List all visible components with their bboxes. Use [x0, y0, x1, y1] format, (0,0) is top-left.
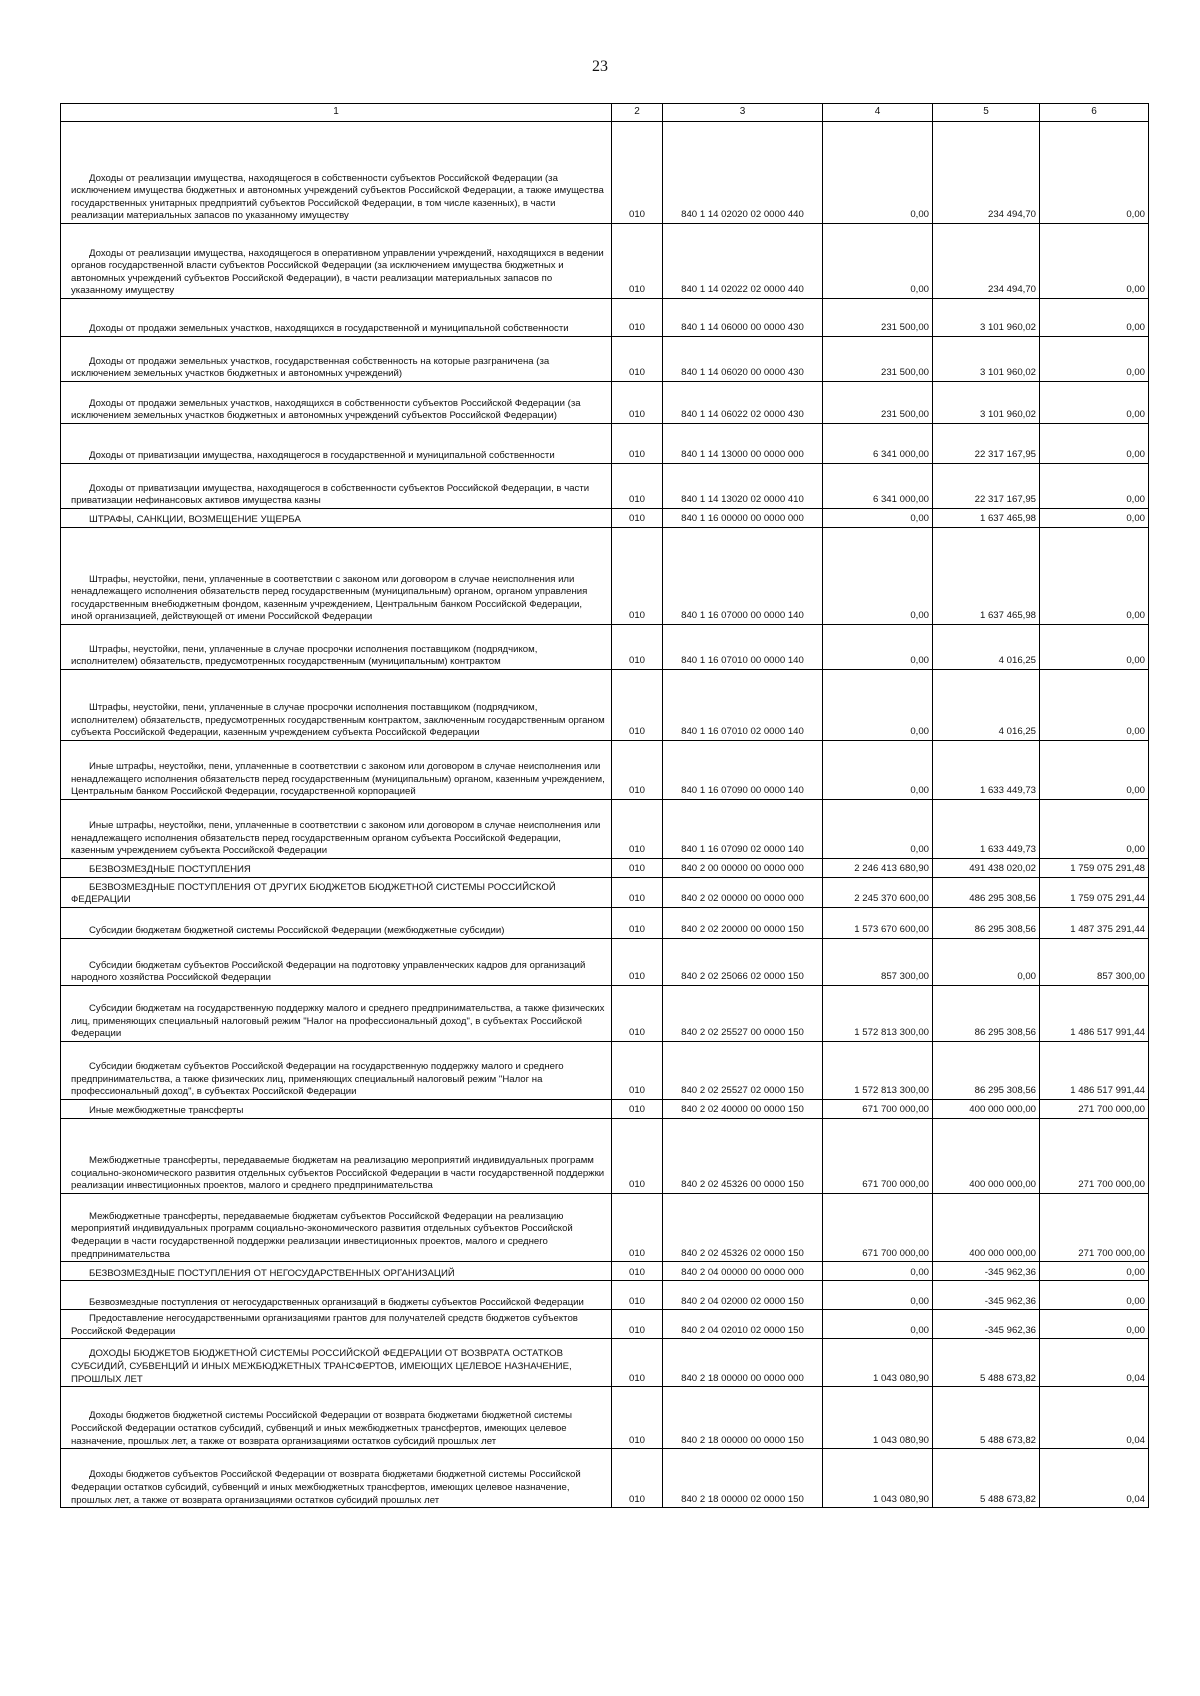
budget-code-cell: 840 2 02 25527 02 0000 150 — [663, 1041, 823, 1099]
column-header-row — [61, 104, 1149, 122]
row-name-cell — [61, 1262, 612, 1281]
row-name-cell — [61, 986, 612, 1042]
table-row — [61, 986, 1149, 1042]
line-code-cell: 010 — [612, 1339, 663, 1387]
row-name-cell — [61, 1193, 612, 1261]
executed-amount-cell: 5 488 673,82 — [933, 1387, 1040, 1449]
approved-amount-cell: 0,00 — [823, 528, 933, 625]
budget-code-cell: 840 2 04 02000 02 0000 150 — [663, 1281, 823, 1310]
executed-amount-cell: 1 633 449,73 — [933, 800, 1040, 859]
table-row — [61, 1449, 1149, 1508]
unexecuted-amount-cell: 0,00 — [1040, 1262, 1149, 1281]
row-name-cell — [61, 382, 612, 424]
row-name-cell — [61, 625, 612, 670]
budget-code-cell: 840 2 02 00000 00 0000 000 — [663, 878, 823, 908]
table-row — [61, 670, 1149, 741]
unexecuted-amount-cell: 0,04 — [1040, 1449, 1149, 1508]
row-name: Доходы от продажи земельных участков, находящихся в собственности субъектов Российской Федерации (за исключением земельных участков бюджетных и автономных учреждений субъектов Российской Федерации) — [71, 397, 581, 422]
row-name-cell — [61, 122, 612, 224]
row-name-cell — [61, 1041, 612, 1099]
row-name-cell — [61, 1281, 612, 1310]
table-row — [61, 299, 1149, 337]
row-name: Доходы бюджетов бюджетной системы Российской Федерации от возврата бюджетами бюджетной системы Российской Федерации остатков субсидий, субвенций и иных межбюджетных трансфертов, имеющих целевое назначение, прошлых лет, а также от возврата организациями остатков субсидий прошлых лет — [71, 1410, 573, 1447]
approved-amount-cell: 1 572 813 300,00 — [823, 1041, 933, 1099]
unexecuted-amount-cell: 1 486 517 991,44 — [1040, 986, 1149, 1042]
row-name-cell — [61, 859, 612, 878]
row-name-cell — [61, 741, 612, 800]
executed-amount-cell: 486 295 308,56 — [933, 878, 1040, 908]
budget-code-cell: 840 1 14 06000 00 0000 430 — [663, 299, 823, 337]
budget-code-cell: 840 1 14 02020 02 0000 440 — [663, 122, 823, 224]
row-name: Доходы бюджетов субъектов Российской Федерации от возврата бюджетами бюджетной системы Российской Федерации остатков субсидий, субвенций и иных межбюджетных трансфертов, имеющих целевое назначение, прошлых лет, а также от возврата организациями остатков субсидий прошлых лет — [71, 1469, 581, 1506]
approved-amount-cell: 2 246 413 680,90 — [823, 859, 933, 878]
executed-amount-cell: 4 016,25 — [933, 670, 1040, 741]
page-number: 23 — [592, 58, 608, 75]
line-code-cell: 010 — [612, 382, 663, 424]
column-header: 2 — [612, 104, 663, 122]
row-name-cell — [61, 464, 612, 509]
table-row — [61, 1099, 1149, 1118]
unexecuted-amount-cell: 0,00 — [1040, 625, 1149, 670]
approved-amount-cell: 6 341 000,00 — [823, 464, 933, 509]
budget-code-cell: 840 2 02 45326 02 0000 150 — [663, 1193, 823, 1261]
line-code-cell: 010 — [612, 224, 663, 299]
unexecuted-amount-cell: 857 300,00 — [1040, 939, 1149, 986]
executed-amount-cell: 1 637 465,98 — [933, 509, 1040, 528]
budget-code-cell: 840 1 14 06022 02 0000 430 — [663, 382, 823, 424]
row-name: Доходы от продажи земельных участков, находящихся в государственной и муниципальной собственности — [89, 323, 569, 335]
line-code-cell: 010 — [612, 337, 663, 382]
row-name-cell — [61, 299, 612, 337]
unexecuted-amount-cell: 0,00 — [1040, 1281, 1149, 1310]
budget-code-cell: 840 1 16 07090 02 0000 140 — [663, 800, 823, 859]
executed-amount-cell: 3 101 960,02 — [933, 299, 1040, 337]
table-row — [61, 1262, 1149, 1281]
approved-amount-cell: 231 500,00 — [823, 382, 933, 424]
table-row — [61, 424, 1149, 464]
table-row — [61, 382, 1149, 424]
unexecuted-amount-cell: 0,00 — [1040, 224, 1149, 299]
row-name-cell — [61, 800, 612, 859]
table-row — [61, 337, 1149, 382]
unexecuted-amount-cell: 0,00 — [1040, 337, 1149, 382]
unexecuted-amount-cell: 0,00 — [1040, 299, 1149, 337]
approved-amount-cell: 231 500,00 — [823, 299, 933, 337]
row-name-cell — [61, 528, 612, 625]
row-name: Иные штрафы, неустойки, пени, уплаченные в соответствии с законом или договором в случае неисполнения или ненадлежащего исполнения обязательств перед государственным (муниципальным) органом, казенным учреждением, Центральным банком Российской Федерации, государственной корпорацией — [71, 761, 605, 798]
budget-code-cell: 840 1 16 07010 00 0000 140 — [663, 625, 823, 670]
unexecuted-amount-cell: 0,00 — [1040, 528, 1149, 625]
budget-code-cell: 840 1 16 07010 02 0000 140 — [663, 670, 823, 741]
row-name: ДОХОДЫ БЮДЖЕТОВ БЮДЖЕТНОЙ СИСТЕМЫ РОССИЙСКОЙ ФЕДЕРАЦИИ ОТ ВОЗВРАТА ОСТАТКОВ СУБСИДИЙ, СУБВЕНЦИЙ И ИНЫХ МЕЖБЮДЖЕТНЫХ ТРАНСФЕРТОВ, ИМЕЮЩИХ ЦЕЛЕВОЕ НАЗНАЧЕНИЕ, ПРОШЛЫХ ЛЕТ — [71, 1348, 572, 1385]
row-name: ШТРАФЫ, САНКЦИИ, ВОЗМЕЩЕНИЕ УЩЕРБА — [89, 514, 301, 526]
table-row — [61, 1281, 1149, 1310]
table-row — [61, 1118, 1149, 1193]
budget-code-cell: 840 1 16 07090 00 0000 140 — [663, 741, 823, 800]
line-code-cell: 010 — [612, 1099, 663, 1118]
budget-code-cell: 840 2 02 25527 00 0000 150 — [663, 986, 823, 1042]
unexecuted-amount-cell: 0,00 — [1040, 670, 1149, 741]
executed-amount-cell: -345 962,36 — [933, 1281, 1040, 1310]
approved-amount-cell: 0,00 — [823, 625, 933, 670]
row-name: БЕЗВОЗМЕЗДНЫЕ ПОСТУПЛЕНИЯ — [89, 864, 251, 876]
approved-amount-cell: 0,00 — [823, 1262, 933, 1281]
row-name: Доходы от приватизации имущества, находящегося в государственной и муниципальной собственности — [89, 450, 555, 462]
executed-amount-cell: 234 494,70 — [933, 122, 1040, 224]
row-name: Штрафы, неустойки, пени, уплаченные в соответствии с законом или договором в случае неисполнения или ненадлежащего исполнения обязательств перед государственным (муниципальным) органом, органом управления государственным внебюджетным фондом, казенным учреждением, Центральным банком Российской Федерации, иной организацией, действующей от имени Российской Федерации — [71, 573, 588, 623]
executed-amount-cell: 5 488 673,82 — [933, 1339, 1040, 1387]
executed-amount-cell: 400 000 000,00 — [933, 1118, 1040, 1193]
row-name: Безвозмездные поступления от негосударственных организаций в бюджеты субъектов Российской Федерации — [89, 1296, 584, 1308]
unexecuted-amount-cell: 1 759 075 291,44 — [1040, 878, 1149, 908]
row-name: Штрафы, неустойки, пени, уплаченные в случае просрочки исполнения поставщиком (подрядчиком, исполнителем) обязательств, предусмотренных государственным контрактом, заключенным государственным органом субъекта Российской Федерации, казенным учреждением субъекта Российской Федерации — [71, 702, 605, 739]
budget-code-cell: 840 2 04 02010 02 0000 150 — [663, 1310, 823, 1339]
line-code-cell: 010 — [612, 1281, 663, 1310]
row-name: Межбюджетные трансферты, передаваемые бюджетам субъектов Российской Федерации на реализацию мероприятий индивидуальных программ социально-экономического развития отдельных субъектов Российской Федерации в части государственной поддержки реализации инвестиционных проектов, малого и среднего предпринимательства — [71, 1210, 573, 1260]
line-code-cell: 010 — [612, 464, 663, 509]
executed-amount-cell: 400 000 000,00 — [933, 1099, 1040, 1118]
approved-amount-cell: 0,00 — [823, 741, 933, 800]
row-name-cell — [61, 878, 612, 908]
approved-amount-cell: 0,00 — [823, 122, 933, 224]
row-name: Субсидии бюджетам на государственную поддержку малого и среднего предпринимательства, а также физических лиц, применяющих специальный налоговый режим "Налог на профессиональный доход", в субъектах Российской Федерации — [71, 1003, 605, 1040]
unexecuted-amount-cell: 1 487 375 291,44 — [1040, 908, 1149, 939]
approved-amount-cell: 1 043 080,90 — [823, 1387, 933, 1449]
row-name-cell — [61, 1339, 612, 1387]
column-header: 3 — [663, 104, 823, 122]
executed-amount-cell: 4 016,25 — [933, 625, 1040, 670]
line-code-cell: 010 — [612, 1118, 663, 1193]
row-name-cell — [61, 670, 612, 741]
approved-amount-cell: 1 572 813 300,00 — [823, 986, 933, 1042]
approved-amount-cell: 1 043 080,90 — [823, 1449, 933, 1508]
executed-amount-cell: 0,00 — [933, 939, 1040, 986]
line-code-cell: 010 — [612, 1449, 663, 1508]
approved-amount-cell: 671 700 000,00 — [823, 1193, 933, 1261]
row-name: Доходы от приватизации имущества, находящегося в собственности субъектов Российской Федерации, в части приватизации нефинансовых активов имущества казны — [71, 482, 590, 507]
executed-amount-cell: 86 295 308,56 — [933, 986, 1040, 1042]
approved-amount-cell: 671 700 000,00 — [823, 1118, 933, 1193]
budget-code-cell: 840 2 00 00000 00 0000 000 — [663, 859, 823, 878]
executed-amount-cell: 5 488 673,82 — [933, 1449, 1040, 1508]
executed-amount-cell: 400 000 000,00 — [933, 1193, 1040, 1261]
table-row — [61, 1339, 1149, 1387]
budget-code-cell: 840 1 14 06020 00 0000 430 — [663, 337, 823, 382]
budget-code-cell: 840 2 02 20000 00 0000 150 — [663, 908, 823, 939]
approved-amount-cell: 1 043 080,90 — [823, 1339, 933, 1387]
line-code-cell: 010 — [612, 299, 663, 337]
row-name-cell — [61, 1387, 612, 1449]
executed-amount-cell: 1 633 449,73 — [933, 741, 1040, 800]
line-code-cell: 010 — [612, 670, 663, 741]
line-code-cell: 010 — [612, 1310, 663, 1339]
row-name: Доходы от реализации имущества, находящегося в оперативном управлении учреждений, находящихся в ведении органов государственной власти субъектов Российской Федерации (за исключением имущества бюджетных и автономных учреждений субъектов Российской Федерации), в части реализации материальных запасов по указанному имуществу — [71, 247, 604, 297]
unexecuted-amount-cell: 1 759 075 291,48 — [1040, 859, 1149, 878]
unexecuted-amount-cell: 271 700 000,00 — [1040, 1118, 1149, 1193]
line-code-cell: 010 — [612, 122, 663, 224]
executed-amount-cell: -345 962,36 — [933, 1310, 1040, 1339]
line-code-cell: 010 — [612, 741, 663, 800]
row-name-cell — [61, 424, 612, 464]
row-name-cell — [61, 509, 612, 528]
executed-amount-cell: 22 317 167,95 — [933, 464, 1040, 509]
row-name: Субсидии бюджетам субъектов Российской Федерации на подготовку управленческих кадров для организаций народного хозяйства Российской Федерации — [71, 959, 586, 984]
row-name: Штрафы, неустойки, пени, уплаченные в случае просрочки исполнения поставщиком (подрядчиком, исполнителем) обязательств, предусмотренных государственным (муниципальным) контрактом — [71, 643, 538, 668]
unexecuted-amount-cell: 271 700 000,00 — [1040, 1099, 1149, 1118]
approved-amount-cell: 6 341 000,00 — [823, 424, 933, 464]
line-code-cell: 010 — [612, 1193, 663, 1261]
row-name: БЕЗВОЗМЕЗДНЫЕ ПОСТУПЛЕНИЯ ОТ НЕГОСУДАРСТВЕННЫХ ОРГАНИЗАЦИЙ — [89, 1267, 455, 1279]
budget-code-cell: 840 2 02 40000 00 0000 150 — [663, 1099, 823, 1118]
table-row — [61, 528, 1149, 625]
unexecuted-amount-cell: 1 486 517 991,44 — [1040, 1041, 1149, 1099]
budget-code-cell: 840 1 16 07000 00 0000 140 — [663, 528, 823, 625]
line-code-cell: 010 — [612, 625, 663, 670]
executed-amount-cell: 3 101 960,02 — [933, 382, 1040, 424]
unexecuted-amount-cell: 0,00 — [1040, 122, 1149, 224]
executed-amount-cell: 22 317 167,95 — [933, 424, 1040, 464]
table-row — [61, 939, 1149, 986]
row-name-cell — [61, 224, 612, 299]
executed-amount-cell: 1 637 465,98 — [933, 528, 1040, 625]
row-name: Доходы от реализации имущества, находящегося в собственности субъектов Российской Федерации (за исключением имущества бюджетных и автономных учреждений субъектов Российской Федерации, а также имущества государственных унитарных предприятий субъектов Российской Федерации, в том числе казенных), в части реализации материальных запасов по указанному имуществу — [71, 172, 604, 222]
table-row — [61, 1387, 1149, 1449]
budget-code-cell: 840 2 18 00000 02 0000 150 — [663, 1449, 823, 1508]
unexecuted-amount-cell: 0,00 — [1040, 509, 1149, 528]
row-name: Субсидии бюджетам бюджетной системы Российской Федерации (межбюджетные субсидии) — [89, 925, 505, 937]
unexecuted-amount-cell: 271 700 000,00 — [1040, 1193, 1149, 1261]
table-row — [61, 122, 1149, 224]
table-row — [61, 741, 1149, 800]
line-code-cell: 010 — [612, 800, 663, 859]
executed-amount-cell: -345 962,36 — [933, 1262, 1040, 1281]
budget-code-cell: 840 2 02 25066 02 0000 150 — [663, 939, 823, 986]
row-name-cell — [61, 1449, 612, 1508]
table-row — [61, 464, 1149, 509]
executed-amount-cell: 3 101 960,02 — [933, 337, 1040, 382]
approved-amount-cell: 0,00 — [823, 224, 933, 299]
table-row — [61, 878, 1149, 908]
row-name: Иные штрафы, неустойки, пени, уплаченные в соответствии с законом или договором в случае неисполнения или ненадлежащего исполнения обязательств перед государственным органом субъекта Российской Федерации, казенным учреждением субъекта Российской Федерации — [71, 820, 601, 857]
table-row — [61, 625, 1149, 670]
unexecuted-amount-cell: 0,00 — [1040, 382, 1149, 424]
line-code-cell: 010 — [612, 1387, 663, 1449]
budget-code-cell: 840 2 04 00000 00 0000 000 — [663, 1262, 823, 1281]
line-code-cell: 010 — [612, 878, 663, 908]
approved-amount-cell: 0,00 — [823, 670, 933, 741]
executed-amount-cell: 86 295 308,56 — [933, 908, 1040, 939]
line-code-cell: 010 — [612, 908, 663, 939]
budget-code-cell: 840 1 14 02022 02 0000 440 — [663, 224, 823, 299]
unexecuted-amount-cell: 0,04 — [1040, 1387, 1149, 1449]
line-code-cell: 010 — [612, 859, 663, 878]
row-name: Межбюджетные трансферты, передаваемые бюджетам на реализацию мероприятий индивидуальных программ социально-экономического развития отдельных субъектов Российской Федерации в части государственной поддержки реализации инвестиционных проектов, малого и среднего предпринимательства — [71, 1155, 605, 1192]
revenue-table — [60, 103, 1149, 1508]
approved-amount-cell: 231 500,00 — [823, 337, 933, 382]
approved-amount-cell: 0,00 — [823, 1310, 933, 1339]
unexecuted-amount-cell: 0,00 — [1040, 464, 1149, 509]
unexecuted-amount-cell: 0,00 — [1040, 424, 1149, 464]
unexecuted-amount-cell: 0,00 — [1040, 800, 1149, 859]
table-row — [61, 800, 1149, 859]
line-code-cell: 010 — [612, 1262, 663, 1281]
column-header: 1 — [61, 104, 612, 122]
table-row — [61, 908, 1149, 939]
approved-amount-cell: 857 300,00 — [823, 939, 933, 986]
budget-code-cell: 840 1 14 13020 02 0000 410 — [663, 464, 823, 509]
budget-code-cell: 840 2 18 00000 00 0000 000 — [663, 1339, 823, 1387]
line-code-cell: 010 — [612, 424, 663, 464]
row-name: Предоставление негосударственными организациями грантов для получателей средств бюджетов субъектов Российской Федерации — [71, 1312, 578, 1337]
approved-amount-cell: 2 245 370 600,00 — [823, 878, 933, 908]
row-name: Субсидии бюджетам субъектов Российской Федерации на государственную поддержку малого и среднего предпринимательства, а также физических лиц, применяющих специальный налоговый режим "Налог на профессиональный доход", в субъектах Российской Федерации — [71, 1061, 564, 1098]
table-row — [61, 1193, 1149, 1261]
table-row — [61, 859, 1149, 878]
approved-amount-cell: 671 700 000,00 — [823, 1099, 933, 1118]
approved-amount-cell: 0,00 — [823, 800, 933, 859]
row-name-cell — [61, 908, 612, 939]
budget-code-cell: 840 2 18 00000 00 0000 150 — [663, 1387, 823, 1449]
row-name-cell — [61, 1310, 612, 1339]
unexecuted-amount-cell: 0,04 — [1040, 1339, 1149, 1387]
executed-amount-cell: 234 494,70 — [933, 224, 1040, 299]
column-header: 4 — [823, 104, 933, 122]
row-name: Доходы от продажи земельных участков, государственная собственность на которые разграничена (за исключением земельных участков бюджетных и автономных учреждений) — [71, 355, 550, 380]
line-code-cell: 010 — [612, 986, 663, 1042]
row-name-cell — [61, 1118, 612, 1193]
budget-code-cell: 840 1 14 13000 00 0000 000 — [663, 424, 823, 464]
column-header: 5 — [933, 104, 1040, 122]
table-row — [61, 1041, 1149, 1099]
row-name: БЕЗВОЗМЕЗДНЫЕ ПОСТУПЛЕНИЯ ОТ ДРУГИХ БЮДЖЕТОВ БЮДЖЕТНОЙ СИСТЕМЫ РОССИЙСКОЙ ФЕДЕРАЦИИ — [71, 881, 556, 906]
row-name: Иные межбюджетные трансферты — [89, 1105, 244, 1117]
approved-amount-cell: 0,00 — [823, 1281, 933, 1310]
executed-amount-cell: 491 438 020,02 — [933, 859, 1040, 878]
table-row — [61, 224, 1149, 299]
line-code-cell: 010 — [612, 528, 663, 625]
unexecuted-amount-cell: 0,00 — [1040, 741, 1149, 800]
unexecuted-amount-cell: 0,00 — [1040, 1310, 1149, 1339]
column-header: 6 — [1040, 104, 1149, 122]
table-row — [61, 1310, 1149, 1339]
budget-code-cell: 840 2 02 45326 00 0000 150 — [663, 1118, 823, 1193]
budget-code-cell: 840 1 16 00000 00 0000 000 — [663, 509, 823, 528]
row-name-cell — [61, 337, 612, 382]
line-code-cell: 010 — [612, 939, 663, 986]
row-name-cell — [61, 939, 612, 986]
approved-amount-cell: 1 573 670 600,00 — [823, 908, 933, 939]
line-code-cell: 010 — [612, 509, 663, 528]
line-code-cell: 010 — [612, 1041, 663, 1099]
table-row — [61, 509, 1149, 528]
row-name-cell — [61, 1099, 612, 1118]
executed-amount-cell: 86 295 308,56 — [933, 1041, 1040, 1099]
approved-amount-cell: 0,00 — [823, 509, 933, 528]
